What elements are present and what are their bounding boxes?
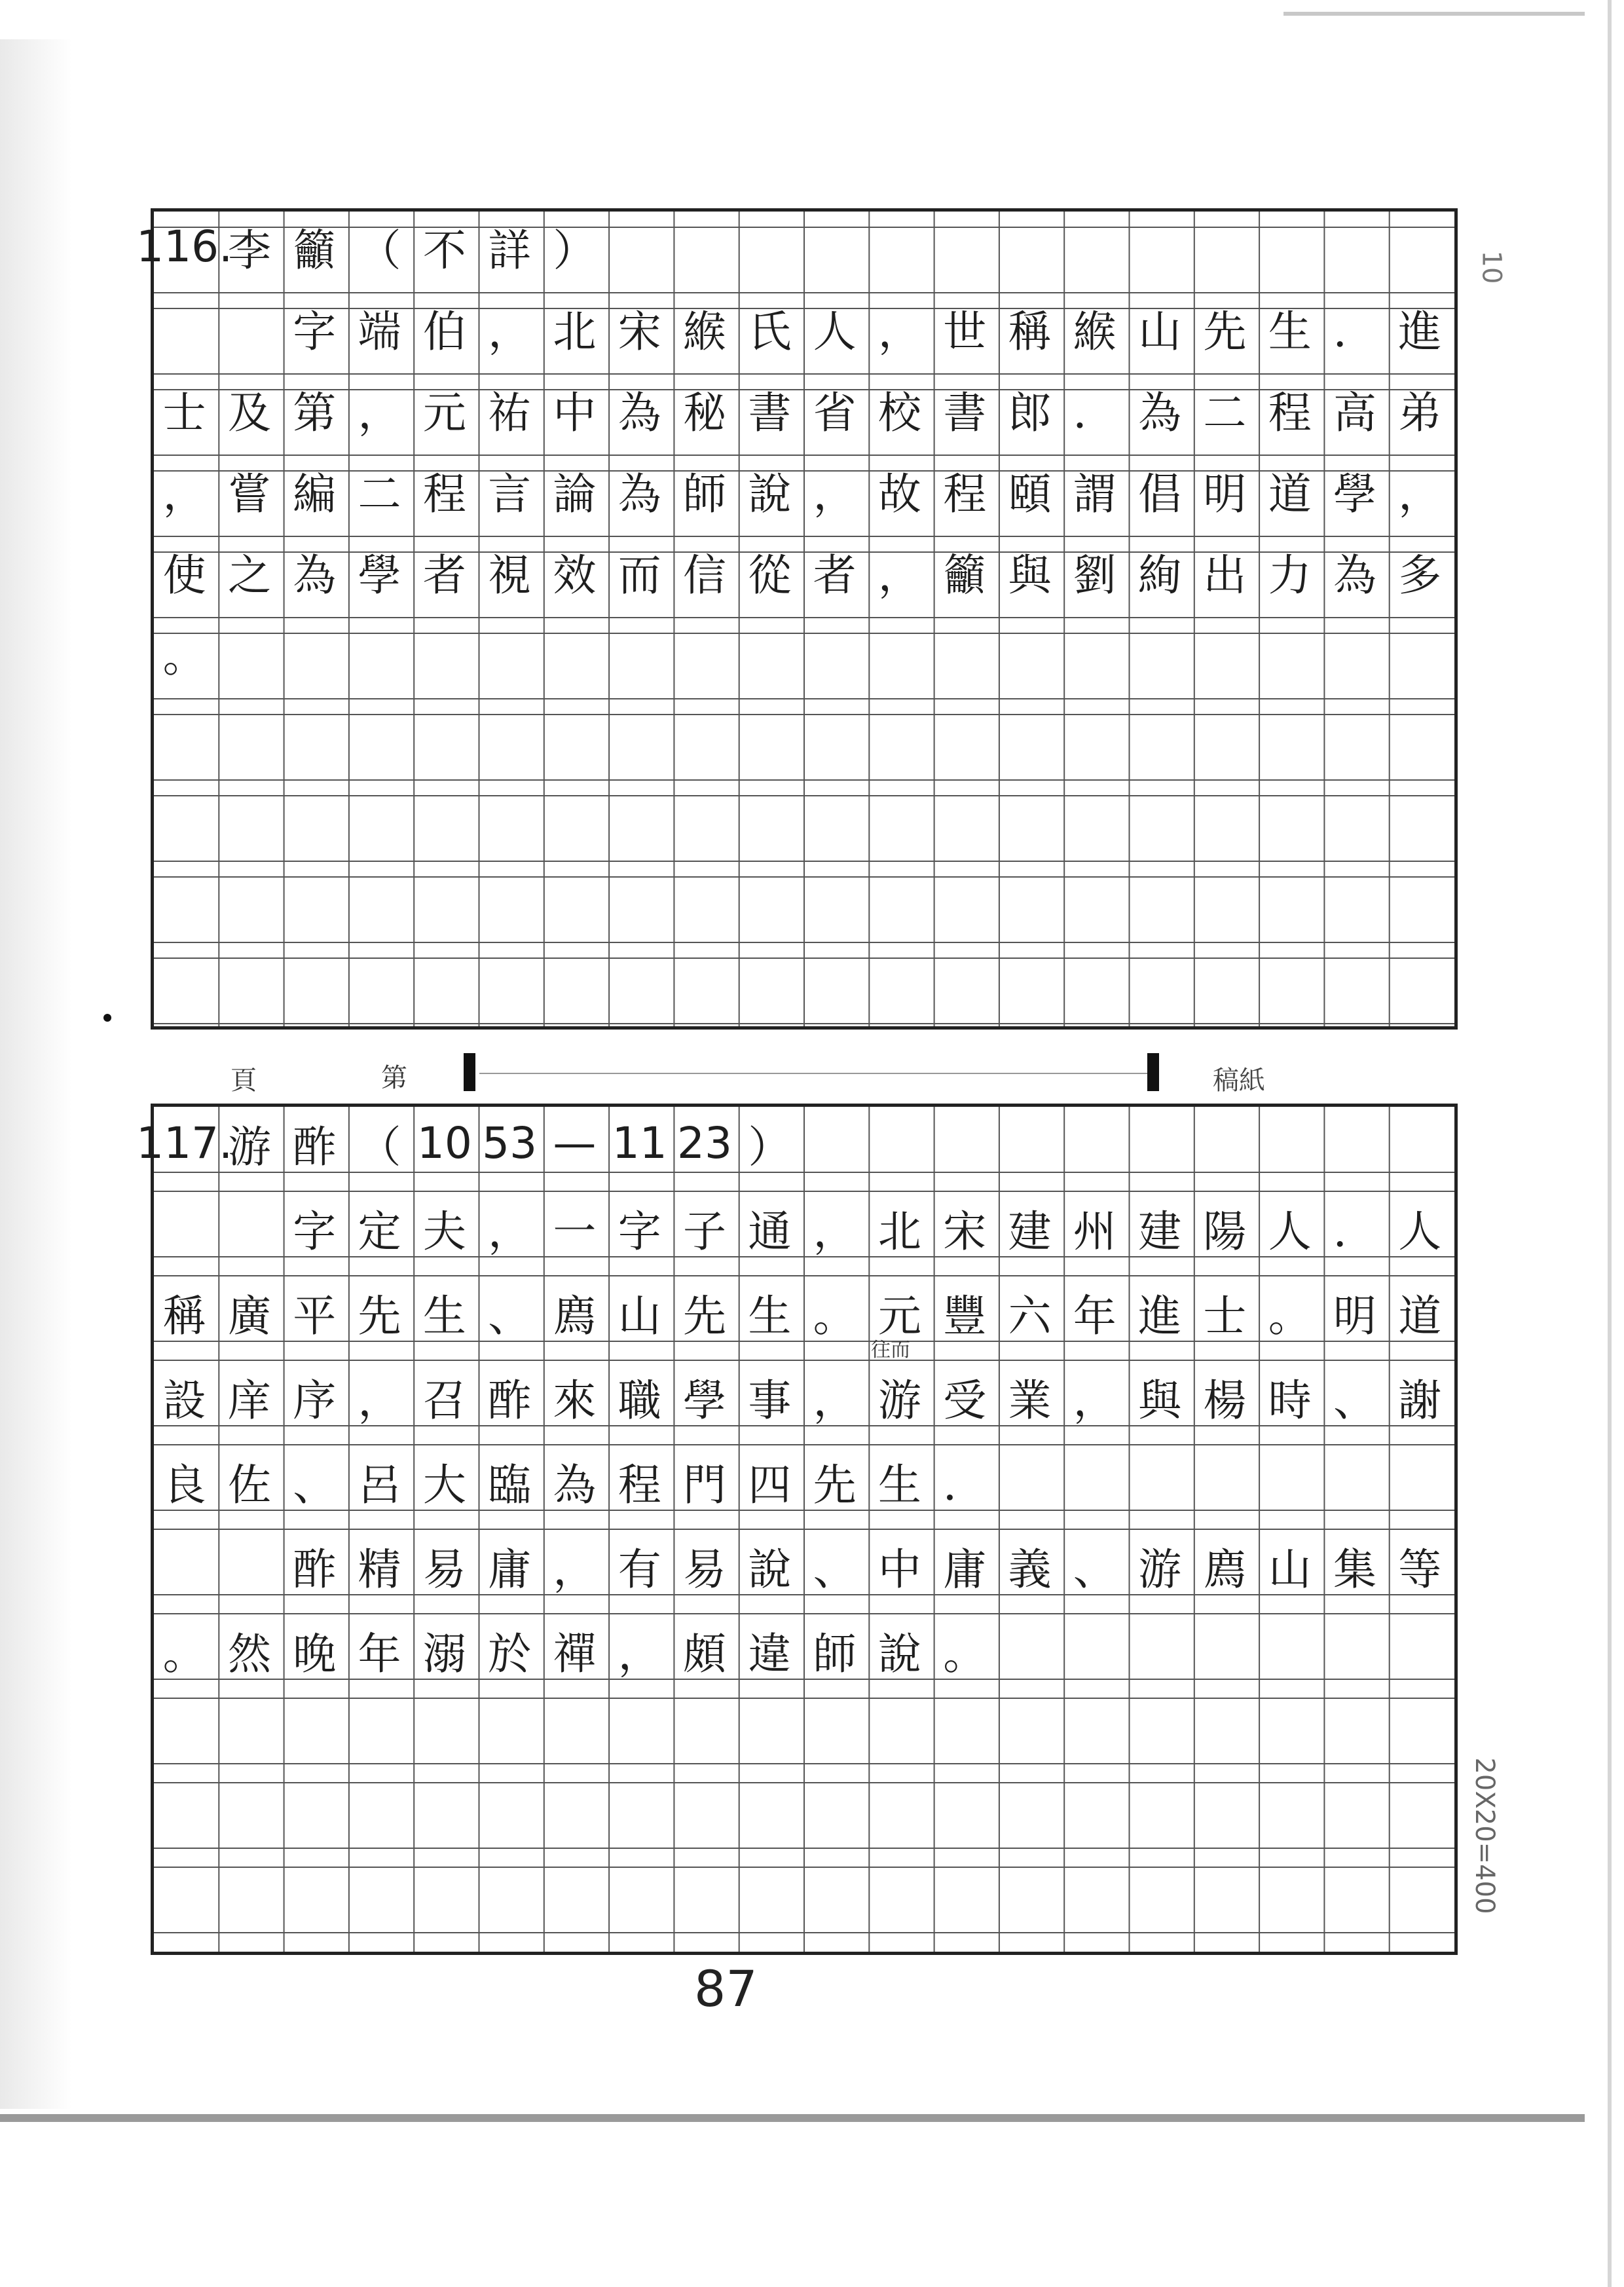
- character-cell: 。: [943, 1628, 987, 1679]
- character-cell: 職: [618, 1375, 661, 1426]
- character-cell: 說: [877, 1628, 921, 1679]
- character-cell: 建: [1008, 1206, 1052, 1257]
- character-cell: 者: [813, 549, 857, 601]
- character-cell: 時: [1268, 1375, 1312, 1426]
- character-cell: 學: [1333, 468, 1376, 519]
- character-cell: [1127, 214, 1192, 279]
- character-cell: 道: [1398, 1290, 1442, 1341]
- character-cell: 先: [1203, 306, 1247, 357]
- character-cell: 北: [553, 306, 597, 357]
- character-cell: 生: [422, 1290, 466, 1341]
- character-cell: 庸: [943, 1544, 987, 1595]
- character-cell: 籲: [293, 225, 337, 276]
- character-cell: 二: [358, 468, 401, 519]
- character-cell: 與: [1138, 1375, 1182, 1426]
- character-cell: [997, 1110, 1062, 1176]
- character-cell: [1388, 1448, 1452, 1514]
- character-cell: 士: [162, 387, 206, 438]
- character-cell: （: [358, 1121, 401, 1172]
- character-cell: [1062, 214, 1127, 279]
- character-cell: [1127, 620, 1192, 685]
- character-cell: 生: [877, 1459, 921, 1510]
- character-cell: 六: [1008, 1290, 1052, 1341]
- character-cell: 籲: [943, 549, 987, 601]
- character-cell: [152, 295, 217, 360]
- character-cell: 子: [683, 1206, 727, 1257]
- character-cell: 夫: [422, 1206, 466, 1257]
- character-cell: 四: [748, 1459, 792, 1510]
- character-cell: 豐: [943, 1290, 987, 1341]
- character-cell: 祐: [488, 387, 532, 438]
- character-cell: [217, 295, 282, 360]
- character-cell: 弟: [1398, 387, 1442, 438]
- character-cell: [867, 1110, 932, 1176]
- character-cell: 於: [488, 1628, 532, 1679]
- character-cell: 元: [877, 1290, 921, 1341]
- character-cell: 編: [293, 468, 337, 519]
- character-cell: 中: [877, 1544, 921, 1595]
- character-cell: 游: [877, 1375, 921, 1426]
- character-cell: 人: [1398, 1206, 1442, 1257]
- character-cell: [1127, 1110, 1192, 1176]
- character-cell: 。: [162, 631, 206, 682]
- character-cell: 北: [877, 1206, 921, 1257]
- character-cell: 53: [482, 1117, 538, 1168]
- character-cell: 先: [813, 1459, 857, 1510]
- character-cell: [1257, 1110, 1322, 1176]
- character-cell: 生: [1268, 306, 1312, 357]
- character-cell: 字: [293, 306, 337, 357]
- character-cell: 臨: [488, 1459, 532, 1510]
- character-cell: 事: [748, 1375, 792, 1426]
- character-cell: 來: [553, 1375, 597, 1426]
- character-cell: 業: [1008, 1375, 1052, 1426]
- character-cell: [867, 620, 932, 685]
- character-cell: 秘: [683, 387, 727, 438]
- text-row: [152, 376, 1452, 441]
- character-cell: 溺: [422, 1628, 466, 1679]
- character-cell: 謂: [1073, 468, 1116, 519]
- character-cell: ，: [813, 468, 857, 519]
- character-cell: 謝: [1398, 1375, 1442, 1426]
- character-cell: 第: [293, 387, 337, 438]
- character-cell: —: [553, 1117, 597, 1168]
- character-cell: 之: [227, 549, 271, 601]
- scan-left-shadow: [0, 39, 72, 2109]
- band-di-label: 第: [381, 1063, 407, 1093]
- character-cell: 宋: [618, 306, 661, 357]
- character-cell: 10: [416, 1117, 472, 1168]
- character-cell: 為: [553, 1459, 597, 1510]
- character-cell: 人: [813, 306, 857, 357]
- character-cell: 年: [358, 1628, 401, 1679]
- character-cell: 與: [1008, 549, 1052, 601]
- character-cell: [347, 620, 412, 685]
- character-cell: 頗: [683, 1628, 727, 1679]
- character-cell: 緱: [1073, 306, 1116, 357]
- character-cell: 元: [422, 387, 466, 438]
- character-cell: ，: [358, 387, 401, 438]
- character-cell: [152, 1533, 217, 1598]
- character-cell: 詳: [488, 225, 532, 276]
- character-cell: 設: [162, 1375, 206, 1426]
- character-cell: ）: [748, 1121, 792, 1172]
- text-row: [152, 1448, 1452, 1514]
- character-cell: 山: [1138, 306, 1182, 357]
- band-left-label: 頁: [231, 1066, 257, 1096]
- character-cell: 氏: [748, 306, 792, 357]
- text-row: [152, 1279, 1452, 1345]
- character-cell: 建: [1138, 1206, 1182, 1257]
- character-cell: 使: [162, 549, 206, 601]
- character-cell: ．: [943, 1459, 987, 1510]
- grid-spec-text: 20X20=400: [1469, 1757, 1500, 1914]
- character-cell: 楊: [1203, 1375, 1247, 1426]
- character-cell: [672, 620, 737, 685]
- character-cell: 召: [422, 1375, 466, 1426]
- character-cell: 。: [162, 1628, 206, 1679]
- character-cell: 易: [422, 1544, 466, 1595]
- character-cell: 程: [943, 468, 987, 519]
- character-cell: ．: [1073, 387, 1116, 438]
- character-cell: 有: [618, 1544, 661, 1595]
- character-cell: [1322, 1617, 1387, 1683]
- character-cell: [1322, 214, 1387, 279]
- character-cell: 稱: [162, 1290, 206, 1341]
- character-cell: [1257, 1617, 1322, 1683]
- character-cell: 受: [943, 1375, 987, 1426]
- character-cell: 、: [813, 1544, 857, 1595]
- character-cell: 酢: [293, 1544, 337, 1595]
- character-cell: 精: [358, 1544, 401, 1595]
- text-row: [152, 1617, 1452, 1683]
- stray-ink-dot: [103, 1014, 111, 1022]
- character-cell: 違: [748, 1628, 792, 1679]
- character-cell: [737, 214, 802, 279]
- text-row: [152, 1533, 1452, 1598]
- character-cell: 為: [618, 387, 661, 438]
- character-cell: 力: [1268, 549, 1312, 601]
- character-cell: [997, 214, 1062, 279]
- character-cell: 嘗: [227, 468, 271, 519]
- text-row: [152, 457, 1452, 523]
- character-cell: [1192, 1617, 1257, 1683]
- character-cell: 、: [488, 1290, 532, 1341]
- text-row: [152, 295, 1452, 360]
- character-cell: 晚: [293, 1628, 337, 1679]
- character-cell: 高: [1333, 387, 1376, 438]
- character-cell: 字: [293, 1206, 337, 1257]
- character-cell: [997, 620, 1062, 685]
- character-cell: 二: [1203, 387, 1247, 438]
- character-cell: ，: [877, 306, 921, 357]
- character-cell: ，: [618, 1628, 661, 1679]
- character-cell: 廣: [227, 1290, 271, 1341]
- character-cell: ，: [488, 1206, 532, 1257]
- character-cell: 書: [943, 387, 987, 438]
- character-cell: [1062, 1110, 1127, 1176]
- character-cell: 為: [618, 468, 661, 519]
- character-cell: [1322, 1110, 1387, 1176]
- character-cell: [217, 620, 282, 685]
- character-cell: [1062, 1448, 1127, 1514]
- character-cell: ，: [813, 1206, 857, 1257]
- character-cell: 序: [293, 1375, 337, 1426]
- character-cell: 年: [1073, 1290, 1116, 1341]
- band-bracket-left: [464, 1053, 475, 1091]
- character-cell: ，: [488, 306, 532, 357]
- character-cell: [607, 214, 672, 279]
- character-cell: [1192, 620, 1257, 685]
- scan-edge-right: [1608, 0, 1612, 2287]
- character-cell: 義: [1008, 1544, 1052, 1595]
- character-cell: 一: [553, 1206, 597, 1257]
- character-cell: 稱: [1008, 306, 1052, 357]
- character-cell: 山: [1268, 1544, 1312, 1595]
- character-cell: 明: [1203, 468, 1247, 519]
- character-cell: 程: [422, 468, 466, 519]
- character-cell: 劉: [1073, 549, 1116, 601]
- character-cell: 庸: [488, 1544, 532, 1595]
- band-rule: [479, 1073, 1147, 1074]
- character-cell: 11: [612, 1117, 667, 1168]
- character-cell: ，: [358, 1375, 401, 1426]
- character-cell: [1192, 1110, 1257, 1176]
- character-cell: [1062, 620, 1127, 685]
- character-cell: 山: [618, 1290, 661, 1341]
- character-cell: 先: [683, 1290, 727, 1341]
- character-cell: 進: [1138, 1290, 1182, 1341]
- character-cell: 學: [358, 549, 401, 601]
- character-cell: 州: [1073, 1206, 1116, 1257]
- character-cell: 。: [1268, 1290, 1312, 1341]
- character-cell: [1192, 1448, 1257, 1514]
- character-cell: 。: [813, 1290, 857, 1341]
- character-cell: 郎: [1008, 387, 1052, 438]
- character-cell: 、: [1333, 1375, 1376, 1426]
- text-row: [152, 620, 1452, 685]
- character-cell: [932, 214, 997, 279]
- character-cell: ，: [813, 1375, 857, 1426]
- character-cell: ，: [1398, 468, 1442, 519]
- character-cell: 陽: [1203, 1206, 1247, 1257]
- character-cell: 師: [813, 1628, 857, 1679]
- character-cell: 論: [553, 468, 597, 519]
- character-cell: ，: [162, 468, 206, 519]
- character-cell: ．: [1333, 1206, 1376, 1257]
- character-cell: 佐: [227, 1459, 271, 1510]
- character-cell: [932, 620, 997, 685]
- character-cell: 明: [1333, 1290, 1376, 1341]
- character-cell: 、: [1073, 1544, 1116, 1595]
- character-cell: 李: [227, 225, 271, 276]
- character-cell: 從: [748, 549, 792, 601]
- character-cell: [672, 214, 737, 279]
- character-cell: 書: [748, 387, 792, 438]
- character-cell: 說: [748, 468, 792, 519]
- character-cell: ）: [553, 225, 597, 276]
- interlinear-annotation: 往而: [871, 1339, 910, 1362]
- character-cell: 為: [1333, 549, 1376, 601]
- character-cell: 人: [1268, 1206, 1312, 1257]
- character-cell: 頤: [1008, 468, 1052, 519]
- character-cell: 禪: [553, 1628, 597, 1679]
- character-cell: [412, 620, 477, 685]
- character-cell: 校: [877, 387, 921, 438]
- character-cell: 庠: [227, 1375, 271, 1426]
- middle-band: [152, 1044, 1450, 1099]
- character-cell: [1127, 1617, 1192, 1683]
- character-cell: ，: [877, 549, 921, 601]
- character-cell: [802, 620, 867, 685]
- character-cell: 效: [553, 549, 597, 601]
- character-cell: 師: [683, 468, 727, 519]
- text-row: [152, 1364, 1452, 1429]
- character-cell: 平: [293, 1290, 337, 1341]
- character-cell: [1062, 1617, 1127, 1683]
- grid-spec-label: [1462, 1729, 1501, 1945]
- character-cell: 生: [748, 1290, 792, 1341]
- band-bracket-right: [1147, 1053, 1159, 1091]
- page-number: 87: [694, 1960, 758, 2018]
- margin-mark: 10: [1476, 250, 1507, 284]
- character-cell: [867, 214, 932, 279]
- character-cell: [217, 1533, 282, 1598]
- character-cell: 通: [748, 1206, 792, 1257]
- character-cell: [542, 620, 607, 685]
- character-cell: [477, 620, 542, 685]
- character-cell: 言: [488, 468, 532, 519]
- character-cell: [997, 1448, 1062, 1514]
- character-cell: 及: [227, 387, 271, 438]
- character-cell: [1192, 214, 1257, 279]
- character-cell: [1257, 620, 1322, 685]
- character-cell: 集: [1333, 1544, 1376, 1595]
- character-cell: 端: [358, 306, 401, 357]
- character-cell: [1322, 620, 1387, 685]
- scan-edge-bottom: [0, 2114, 1585, 2122]
- character-cell: [802, 1110, 867, 1176]
- text-row: [136, 214, 1452, 279]
- character-cell: ．: [1333, 306, 1376, 357]
- character-cell: 廌: [553, 1290, 597, 1341]
- character-cell: 倡: [1138, 468, 1182, 519]
- character-cell: 說: [748, 1544, 792, 1595]
- character-cell: [997, 1617, 1062, 1683]
- character-cell: [1127, 1448, 1192, 1514]
- character-cell: 、: [293, 1459, 337, 1510]
- character-cell: 進: [1398, 306, 1442, 357]
- character-cell: 游: [227, 1121, 271, 1172]
- character-cell: [1257, 1448, 1322, 1514]
- character-cell: [802, 214, 867, 279]
- character-cell: 出: [1203, 549, 1247, 601]
- character-cell: 定: [358, 1206, 401, 1257]
- character-cell: 程: [618, 1459, 661, 1510]
- character-cell: 不: [422, 225, 466, 276]
- scan-edge-top: [1283, 12, 1585, 16]
- character-cell: 廌: [1203, 1544, 1247, 1595]
- character-cell: 道: [1268, 468, 1312, 519]
- character-cell: 酢: [293, 1121, 337, 1172]
- character-cell: 呂: [358, 1459, 401, 1510]
- character-cell: 視: [488, 549, 532, 601]
- character-cell: 中: [553, 387, 597, 438]
- character-cell: 字: [618, 1206, 661, 1257]
- text-row: [152, 538, 1452, 604]
- character-cell: [1257, 214, 1322, 279]
- character-cell: 省: [813, 387, 857, 438]
- character-cell: 為: [1138, 387, 1182, 438]
- character-cell: [152, 1195, 217, 1260]
- character-cell: ，: [553, 1544, 597, 1595]
- character-cell: 故: [877, 468, 921, 519]
- character-cell: 116.: [136, 221, 233, 272]
- character-cell: 者: [422, 549, 466, 601]
- character-cell: 易: [683, 1544, 727, 1595]
- character-cell: 游: [1138, 1544, 1182, 1595]
- character-cell: 世: [943, 306, 987, 357]
- character-cell: [1388, 620, 1452, 685]
- text-row: [152, 1195, 1452, 1260]
- character-cell: [1322, 1448, 1387, 1514]
- character-cell: 緱: [683, 306, 727, 357]
- character-cell: ，: [1073, 1375, 1116, 1426]
- character-cell: [1388, 1617, 1452, 1683]
- character-cell: 學: [683, 1375, 727, 1426]
- band-right-label: 稿紙: [1213, 1066, 1265, 1096]
- character-cell: 多: [1398, 549, 1442, 601]
- character-cell: 伯: [422, 306, 466, 357]
- text-row: [136, 1110, 1452, 1176]
- character-cell: 23: [677, 1117, 733, 1168]
- character-cell: 大: [422, 1459, 466, 1510]
- character-cell: 117.: [136, 1117, 233, 1168]
- character-cell: 士: [1203, 1290, 1247, 1341]
- character-cell: 信: [683, 549, 727, 601]
- character-cell: [932, 1110, 997, 1176]
- character-cell: 為: [293, 549, 337, 601]
- character-cell: 然: [227, 1628, 271, 1679]
- character-cell: 酢: [488, 1375, 532, 1426]
- character-cell: [1388, 1110, 1452, 1176]
- character-cell: （: [358, 225, 401, 276]
- character-cell: 宋: [943, 1206, 987, 1257]
- character-cell: [1388, 214, 1452, 279]
- character-cell: [282, 620, 347, 685]
- character-cell: 絢: [1138, 549, 1182, 601]
- character-cell: 而: [618, 549, 661, 601]
- character-cell: 先: [358, 1290, 401, 1341]
- character-cell: 良: [162, 1459, 206, 1510]
- character-cell: [217, 1195, 282, 1260]
- character-cell: [737, 620, 802, 685]
- character-cell: 等: [1398, 1544, 1442, 1595]
- character-cell: 程: [1268, 387, 1312, 438]
- character-cell: 門: [683, 1459, 727, 1510]
- character-cell: [607, 620, 672, 685]
